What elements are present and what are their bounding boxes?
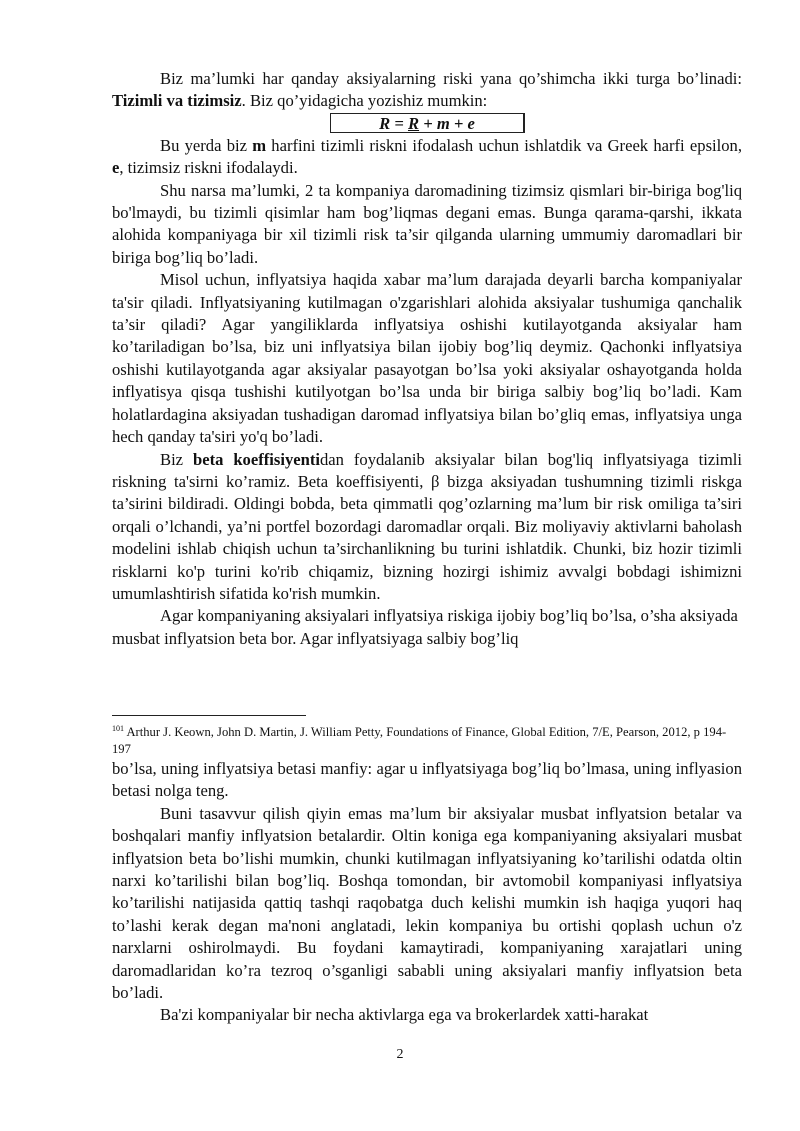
footnote xyxy=(112,720,742,758)
formula-row xyxy=(112,113,742,135)
formula-underlined-r: R xyxy=(407,113,420,133)
page-number: 2 xyxy=(396,1047,404,1062)
paragraph-formula-explanation: Bu yerda biz m harfini tizimli riskni ifodalash uchun ishlatdik va Greek harfi epsilon, e, tizimsiz riskni ifodalaydi. xyxy=(112,135,742,178)
bold-term-beta: beta koeffisiyenti xyxy=(192,449,320,469)
bold-term-systematic: Tizimli va tizimsiz xyxy=(112,91,242,111)
paragraph-positive-beta: Agar kompaniyaning aksiyalari inflyatsiya riskiga ijobiy bog’liq bo’lsa, o’sha aksiyada musbat inflyatsion beta bor. Agar inflyatsiyaga salbiy bog’liq xyxy=(112,606,738,648)
paragraph-risk-types: Biz ma’lumki har qanday aksiyalarning riski yana qo’shimcha ikki turga bo’linadi: Tizimli va tizimsiz. Biz qo’yidagicha yozishiz mumkin: xyxy=(112,69,742,111)
main-text-top xyxy=(112,68,742,650)
paragraph-negative-beta: bo’lsa, uning inflyatsiya betasi manfiy: agar u inflyatsiyaga bog’liq bo’lmasa, uning inflyasion betasi nolga teng. xyxy=(112,759,742,801)
footnote-text: Arthur J. Keown, John D. Martin, J. William Petty, Foundations of Finance, Global Edition, 7/E, Pearson, 2012, p 194-197 xyxy=(112,725,727,756)
paragraph-inflation-example: Misol uchun, inflyatsiya haqida xabar ma’lum darajada deyarli barcha kompaniyalar ta'sir qiladi. Inflyatsiyaning kutilmagan o'zgarishlari alohida aksiyalar tushumiga qanchalik ta’sir qiladi? Agar yangiliklarda inflyatsiya oshishi kutilayotganda aksiyalar ham ko’tariladigan bo’lsa, biz uni inflyatsiya bilan ijobiy bog’liq deymiz. Qachonki inflyatsiya oshishi kutilayotganda agar aksiyalar pasayotgan bo’lsa yoki aksiyalar oshayotganda holda inflyatisya qisqa tushishi kutilyotgan bo’lsa unda bir biriga salbiy bog’liq bo’ladi. Kam holatlardagina aksiyadan tushadigan daromad inflyatsiya bilan bo’gliq emas, inflyatsiya unga hech qanday ta'siri yo'q bo’ladi. xyxy=(112,270,742,447)
paragraph-gold-example: Buni tasavvur qilish qiyin emas ma’lum bir aksiyalar musbat inflyatsion betalar va boshqalari manfiy inflyatsion betalardir. Oltin koniga ega kompaniyaning aksiyalari musbat inflyatsion beta bo’lishi mumkin, chunki kutilmagan inflyatsiyaning ko’tarilishi odatda oltin narxi ko’tarilishi bilan bog’liq. Boshqa tomondan, bir avtomobil kompaniyasi inflyatsiya ko’tarilishi natijasida qattiq tashqi raqobatga duch kelishi mumkin ish haqiga yuqori haq to’lashi kerak degan ma'noni anglatadi, lekin kompaniya bu ortishi qoplash uchun o'z narxlarni oshirolmaydi. Bu foydani kamaytiradi, kompaniyaning xarajatlari uning daromadlaridan ko’ra tezroq o’sganligi sababli uning aksiyalari manfiy inflyatsion beta bo’ladi. xyxy=(112,803,742,1003)
paragraph-correlation: Shu narsa ma’lumki, 2 ta kompaniya daromadining tizimsiz qismlari bir-biriga bog'liq bo'lmaydi, bu tizimli qisimlar ham bog’liqmas degani emas. Bunga qarama-qarshi, ikkata alohida kompaniyaga bir xil tizimli risk ta’sir qilganda ularning ummumiy daromadlari bir biriga bog’liq bo’ladi. xyxy=(112,180,742,267)
paragraph-beta-coefficient: Biz beta koeffisiyentidan foydalanib aksiyalar bilan bog'liq inflyatsiyaga tizimli riskning ta'sirni ko’ramiz. Beta koeffisiyenti, β bizga aksiyadan tushumning tizimli riskga ta’sirini bildiradi. Oldingi bobda, beta qimmatli qog’ozlarning ma’lum bir risk omiliga ta’siri orqali o’lchandi, ya’ni portfel bozordagi daromadlar orqali. Biz moliyaviy aktivlarni baholash modelini ishlab chiqish uchun ta’sirchanlikning bu turini ishlatdik. Chunki, biz hozir tizimli risklarni ko'p turini ko'rib chiqamiz, bizning hozirgi ishimiz avvalgi bobdagi ishimizni umumlashtirish sifatida ko'rish mumkin. xyxy=(112,449,742,603)
footnote-divider xyxy=(112,715,306,716)
formula-box: R = R + m + e xyxy=(330,113,525,133)
footnote-number: 101 xyxy=(112,724,124,733)
main-text-bottom xyxy=(112,758,742,1027)
paragraph-companies-assets: Ba'zi kompaniyalar bir necha aktivlarga ega va brokerlardek xatti-harakat xyxy=(160,1005,649,1025)
